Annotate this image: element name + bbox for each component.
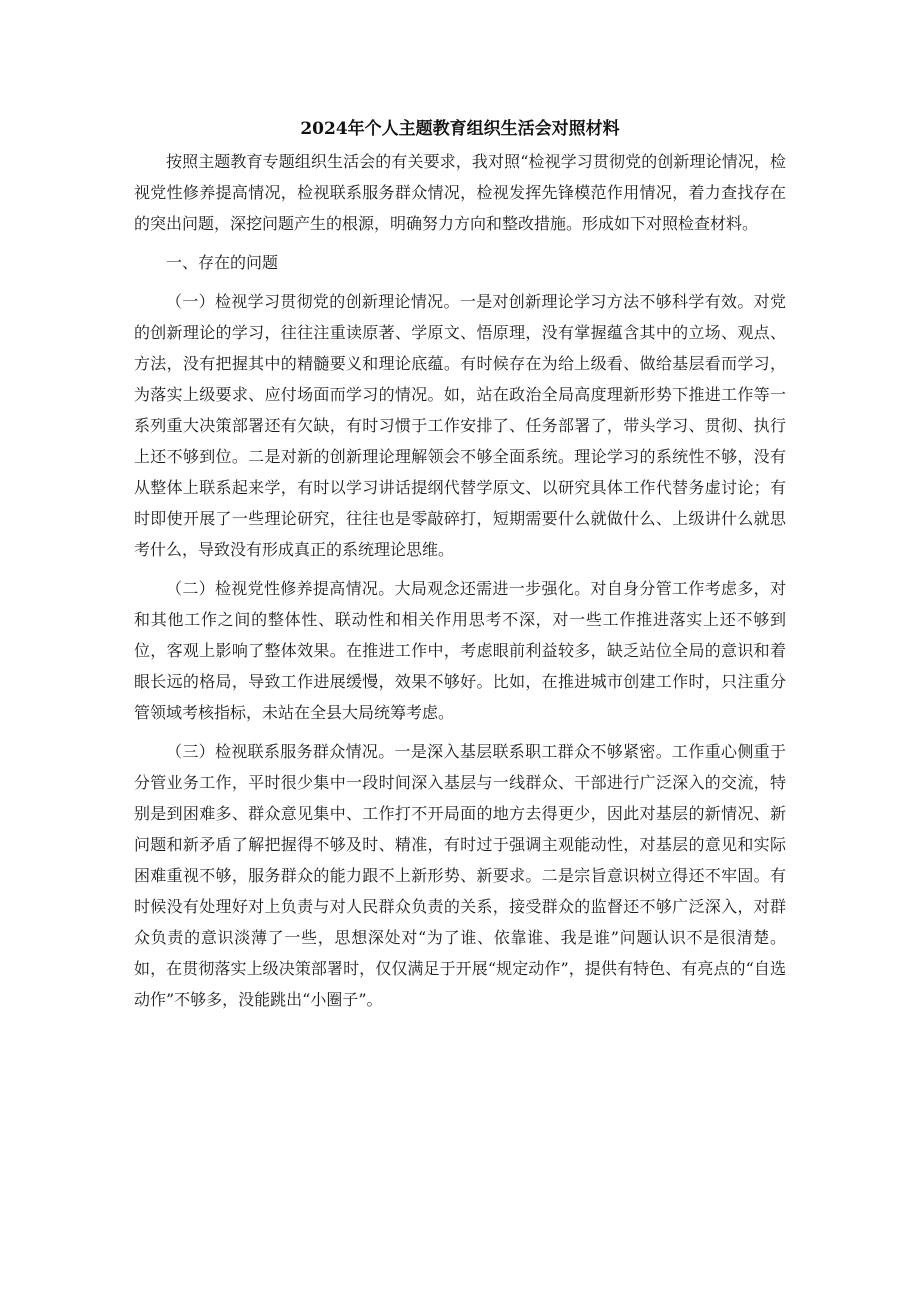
section-heading-problems: 一、存在的问题: [166, 253, 279, 272]
document-title: 2024年个人主题教育组织生活会对照材料: [300, 119, 620, 139]
paragraph-theory-study: （一）检视学习贯彻党的创新理论情况。一是对创新理论学习方法不够科学有效。对党的创新理论的学习，往往注重读原著、学原文、悟原理，没有掌握蕴含其中的立场、观点、方法，没有把握其中的精髓要义和理论底蕴。有时候存在为给上级看、做给基层看而学习，为落实上级要求、应付场面而学习的情况。如，站在政治全局高度理新形势下推进工作等一系列重大决策部署还有欠缺，有时习惯于工作安排了、任务部署了，带头学习、贯彻、执行上还不够到位。二是对新的创新理论理解领会不够全面系统。理论学习的系统性不够，没有从整体上联系起来学，有时以学习讲话提纲代替学原文、以研究具体工作代替务虚讨论；有时即使开展了一些理论研究，往往也是零敲碎打，短期需要什么就做什么、上级讲什么就思考什么，导致没有形成真正的系统理论思维。: [134, 292, 786, 559]
paragraph-party-spirit: （二）检视党性修养提高情况。大局观念还需进一步强化。对自身分管工作考虑多，对和其他工作之间的整体性、联动性和相关作用思考不深，对一些工作推进落实上还不够到位，客观上影响了整体效果。在推进工作中，考虑眼前利益较多，缺乏站位全局的意识和着眼长远的格局，导致工作进展缓慢，效果不够好。比如，在推进城市创建工作时，只注重分管领域考核指标，未站在全县大局统筹考虑。: [134, 579, 786, 722]
paragraph-serving-masses: （三）检视联系服务群众情况。一是深入基层联系职工群众不够紧密。工作重心侧重于分管业务工作，平时很少集中一段时间深入基层与一线群众、干部进行广泛深入的交流，特别是到困难多、群众意见集中、工作打不开局面的地方去得更少，因此对基层的新情况、新问题和新矛盾了解把握得不够及时、精准，有时过于强调主观能动性，对基层的意见和实际困难重视不够，服务群众的能力跟不上新形势、新要求。二是宗旨意识树立得还不牢固。有时候没有处理好对上负责与对人民群众负责的关系，接受群众的监督还不够广泛深入，对群众负责的意识淡薄了一些，思想深处对“为了谁、依靠谁、我是谁”问题认识不是很清楚。如，在贯彻落实上级决策部署时，仅仅满足于开展“规定动作”，提供有特色、有亮点的“自选动作”不够多，没能跳出“小圈子”。: [134, 742, 786, 1009]
intro-paragraph: 按照主题教育专题组织生活会的有关要求，我对照“检视学习贯彻党的创新理论情况，检视党性修养提高情况，检视联系服务群众情况，检视发挥先锋模范作用情况，着力查找存在的突出问题，深挖问题产生的根源，明确努力方向和整改措施。形成如下对照检查材料。: [134, 152, 786, 233]
document-body: [134, 146, 786, 1015]
